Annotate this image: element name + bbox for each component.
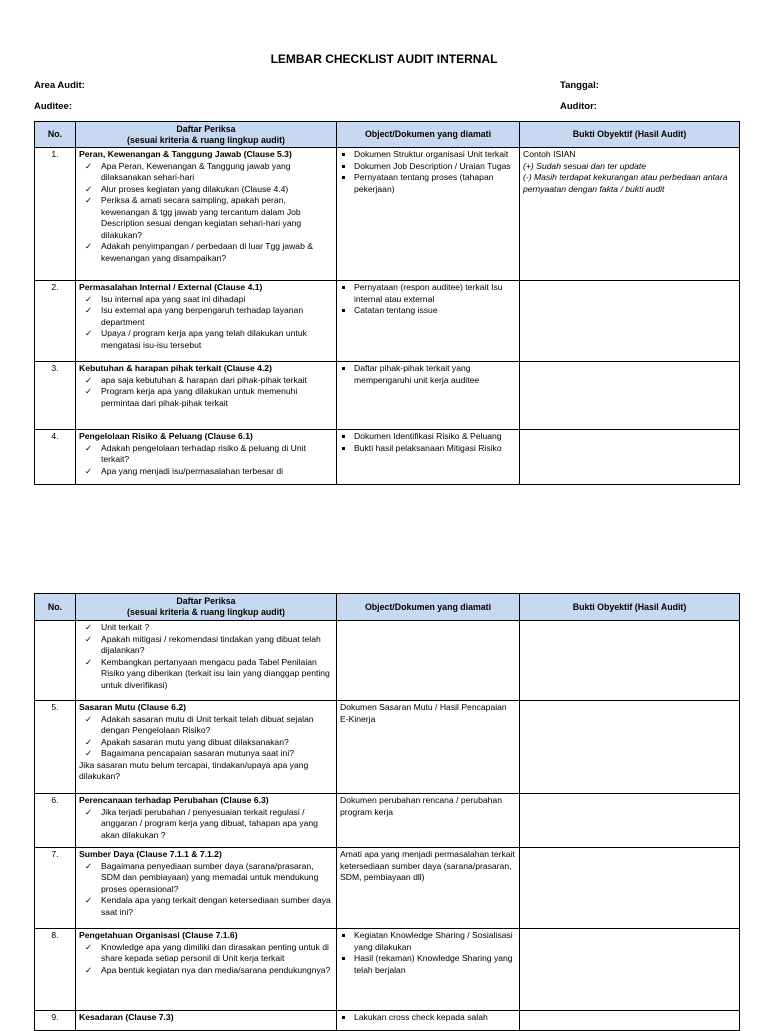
header-no: No.: [35, 122, 76, 148]
area-audit-label: Area Audit:: [34, 80, 85, 91]
checklist-item: ✓ Isu external apa yang berpengaruh terhadap layanan department: [79, 305, 333, 328]
checklist-table-2: [34, 593, 740, 1031]
checklist-item: ✓ Kendala apa yang terkait dengan ketersediaan sumber daya saat ini?: [79, 895, 333, 918]
checklist-item: ✓ Jika terjadi perubahan / penyesuaian terkait regulasi / anggaran / program kerja yang dibuat, tahapan apa yang akan dilakukan ?: [79, 807, 333, 842]
row-number: 2.: [35, 281, 76, 362]
checklist-item: ✓ Bagaimana pencapaian sasaran mutunya saat ini?: [79, 748, 333, 760]
row-checklist: [76, 362, 337, 430]
object-item: Dokumen Job Description / Uraian Tugas: [340, 161, 516, 173]
row-checklist: [76, 430, 337, 485]
header-daftar-line1: Daftar Periksa: [176, 596, 236, 606]
row-bukti: [520, 281, 740, 362]
row-number: 7.: [35, 848, 76, 929]
object-item: Hasil (rekaman) Knowledge Sharing yang telah berjalan: [340, 953, 516, 976]
checklist-item: ✓ Apa Peran, Kewenangan & Tanggung jawab yang dilaksanakan sehari-hari: [79, 161, 333, 184]
table-row: [35, 929, 740, 1011]
object-text: Dokumen Sasaran Mutu / Hasil Pencapaian E-Kinerja: [340, 702, 507, 724]
row-objects: [337, 1011, 520, 1031]
section-title: Sasaran Mutu (Clause 6.2): [79, 702, 186, 712]
row-number: 4.: [35, 430, 76, 485]
table-row: [35, 148, 740, 281]
row-bukti: [520, 701, 740, 794]
object-item: Kegiatan Knowledge Sharing / Sosialisasi yang dilakukan: [340, 930, 516, 953]
row-number: 5.: [35, 701, 76, 794]
object-item: Dokumen Struktur organisasi Unit terkait: [340, 149, 516, 161]
object-item: Dokumen Identifikasi Risiko & Peluang: [340, 431, 516, 443]
row-checklist: [76, 794, 337, 848]
followup-question: Jika sasaran mutu belum tercapai, tindakan/upaya apa yang dilakukan?: [79, 759, 309, 781]
section-title: Sumber Daya (Clause 7.1.1 & 7.1.2): [79, 849, 222, 859]
header-daftar-line1: Daftar Periksa: [176, 123, 236, 134]
header-object: Object/Dokumen yang diamati: [337, 594, 520, 621]
row-checklist: [76, 929, 337, 1011]
document-title: LEMBAR CHECKLIST AUDIT INTERNAL: [270, 52, 498, 66]
section-title: Kesadaran (Clause 7.3): [79, 1012, 174, 1022]
header-daftar-line2: (sesuai kriteria & ruang lingkup audit): [127, 134, 285, 145]
table-row: [35, 362, 740, 430]
auditee-label: Auditee:: [34, 101, 72, 112]
row-objects: [337, 430, 520, 485]
row-objects: [337, 281, 520, 362]
row-checklist: [76, 621, 337, 701]
checklist-table-1: [34, 121, 740, 485]
checklist-item: ✓ Apa yang menjadi isu/permasalahan terbesar di: [79, 466, 333, 478]
row-number: 9.: [35, 1011, 76, 1031]
row-bukti: [520, 430, 740, 485]
object-item: Catatan tentang issue: [340, 305, 516, 317]
row-objects: [337, 848, 520, 929]
object-item: Bukti hasil pelaksanaan Mitigasi Risiko: [340, 443, 516, 455]
table-row: [35, 430, 740, 485]
checklist-item: ✓ Adakah sasaran mutu di Unit terkait telah dibuat sejalan dengan Pengelolaan Risiko?: [79, 714, 333, 737]
checklist-item: ✓ Bagaimana penyediaan sumber daya (sarana/prasaran, SDM dan pembiayaan) yang memadai untuk mendukung proses operasional?: [79, 861, 333, 896]
bukti-example-label: Contoh ISIAN: [523, 149, 576, 159]
section-title: Pengelolaan Risiko & Peluang (Clause 6.1): [79, 431, 253, 441]
row-bukti: [520, 848, 740, 929]
row-objects: [337, 794, 520, 848]
row-bukti: [520, 362, 740, 430]
checklist-item: ✓ Adakah penyimpangan / perbedaan di luar Tgg jawab & kewenangan yang disampaikan?: [79, 241, 333, 264]
checklist-item: ✓ Alur proses kegiatan yang dilakukan (Clause 4.4): [79, 184, 333, 196]
header-bukti: Bukti Obyektif (Hasil Audit): [520, 594, 740, 621]
continued-line: [79, 622, 333, 634]
checklist-item: ✓ Kembangkan pertanyaan mengacu pada Tabel Penilaian Risiko yang diberikan (terkait isu lain yang dianggap penting untuk diverifikasi): [79, 657, 333, 692]
object-text: Dokumen perubahan rencana / perubahan program kerja: [340, 795, 502, 817]
row-number: 3.: [35, 362, 76, 430]
row-number: 6.: [35, 794, 76, 848]
row-objects: [337, 362, 520, 430]
row-objects: [337, 701, 520, 794]
row-checklist: [76, 848, 337, 929]
checklist-item: ✓ Apakah mitigasi / rekomendasi tindakan yang dibuat telah dijalankan?: [79, 634, 333, 657]
table-row: [35, 848, 740, 929]
continued-text: Unit terkait ?: [101, 622, 150, 632]
row-checklist: [76, 701, 337, 794]
table-row: [35, 794, 740, 848]
row-objects: [337, 621, 520, 701]
row-bukti: [520, 621, 740, 701]
bukti-positive: (+) Sudah sesuai dan ter update: [523, 160, 647, 171]
header-daftar-line2: (sesuai kriteria & ruang lingkup audit): [127, 607, 285, 617]
checklist-item: ✓ Isu internal apa yang saat ini dihadapi: [79, 294, 333, 306]
row-number: 1.: [35, 148, 76, 281]
checklist-item: ✓ Apa bentuk kegiatan nya dan media/sarana pendukungnya?: [79, 965, 333, 977]
section-title: Pengetahuan Organisasi (Clause 7.1.6): [79, 930, 238, 940]
section-title: Peran, Kewenangan & Tanggung Jawab (Clause 5.3): [79, 149, 292, 159]
checklist-item: ✓ apa saja kebutuhan & harapan dari pihak-pihak terkait: [79, 375, 333, 387]
tanggal-label: Tanggal:: [560, 80, 599, 91]
header-daftar-periksa: [76, 122, 337, 148]
row-bukti: [520, 929, 740, 1011]
checklist-item: ✓ Upaya / program kerja apa yang telah dilakukan untuk mengatasi isu-isu tersebut: [79, 328, 333, 351]
section-title: Perencanaan terhadap Perubahan (Clause 6.3): [79, 795, 269, 805]
header-no: No.: [35, 594, 76, 621]
object-text: Amati apa yang menjadi permasalahan terkait ketersediaan sumber daya (sarana/prasaran, SDM, pembiayaan dll): [340, 849, 515, 882]
header-bukti: Bukti Obyektif (Hasil Audit): [520, 122, 740, 148]
checklist-item: ✓ Periksa & amati secara sampling, apakah peran, kewenangan & tgg jawab yang tercantum dalam Job Description sesuai dengan kegiatan sehari-hari yang dilakukan?: [79, 195, 333, 241]
checklist-item: ✓ Knowledge apa yang dimiliki dan dirasakan penting untuk di share kepada setiap personil di Unit kerja terkait: [79, 942, 333, 965]
table-header-row: [35, 594, 740, 621]
object-item: Daftar pihak-pihak terkait yang mempengaruhi unit kerja auditee: [340, 363, 516, 386]
checklist-item: ✓ Program kerja apa yang dilakukan untuk memenuhi permintaa dari pihak-pihak terkait: [79, 386, 333, 409]
section-title: Kebutuhan & harapan pihak terkait (Clause 4.2): [79, 363, 272, 373]
checklist-item: ✓ Apakah sasaran mutu yang dibuat dilaksanakan?: [79, 737, 333, 749]
header-object: Object/Dokumen yang diamati: [337, 122, 520, 148]
bukti-negative: (-) Masih terdapat kekurangan atau perbedaan antara pernyaatan dengan fakta / bukti audit: [523, 172, 728, 194]
row-checklist: [76, 148, 337, 281]
object-item: Lakukan cross check kepada salah: [340, 1012, 516, 1024]
row-number: 8.: [35, 929, 76, 1011]
table-row: [35, 281, 740, 362]
row-bukti: [520, 794, 740, 848]
section-title: Permasalahan Internal / External (Clause 4.1): [79, 282, 263, 292]
object-item: Pernyataan tentang proses (tahapan pekerjaan): [340, 172, 516, 195]
table-row: [35, 1011, 740, 1031]
row-bukti: [520, 148, 740, 281]
auditor-label: Auditor:: [560, 101, 597, 112]
row-objects: [337, 148, 520, 281]
row-objects: [337, 929, 520, 1011]
table-row: [35, 621, 740, 701]
table-header-row: [35, 122, 740, 148]
row-bukti: [520, 1011, 740, 1031]
row-number: [35, 621, 76, 701]
row-checklist: [76, 1011, 337, 1031]
header-daftar-periksa: [76, 594, 337, 621]
object-item: Pernyataan (respon auditee) terkait Isu internal atau external: [340, 282, 516, 305]
row-checklist: [76, 281, 337, 362]
checklist-item: ✓ Adakah pengelolaan terhadap risiko & peluang di Unit terkait?: [79, 443, 333, 466]
table-row: [35, 701, 740, 794]
